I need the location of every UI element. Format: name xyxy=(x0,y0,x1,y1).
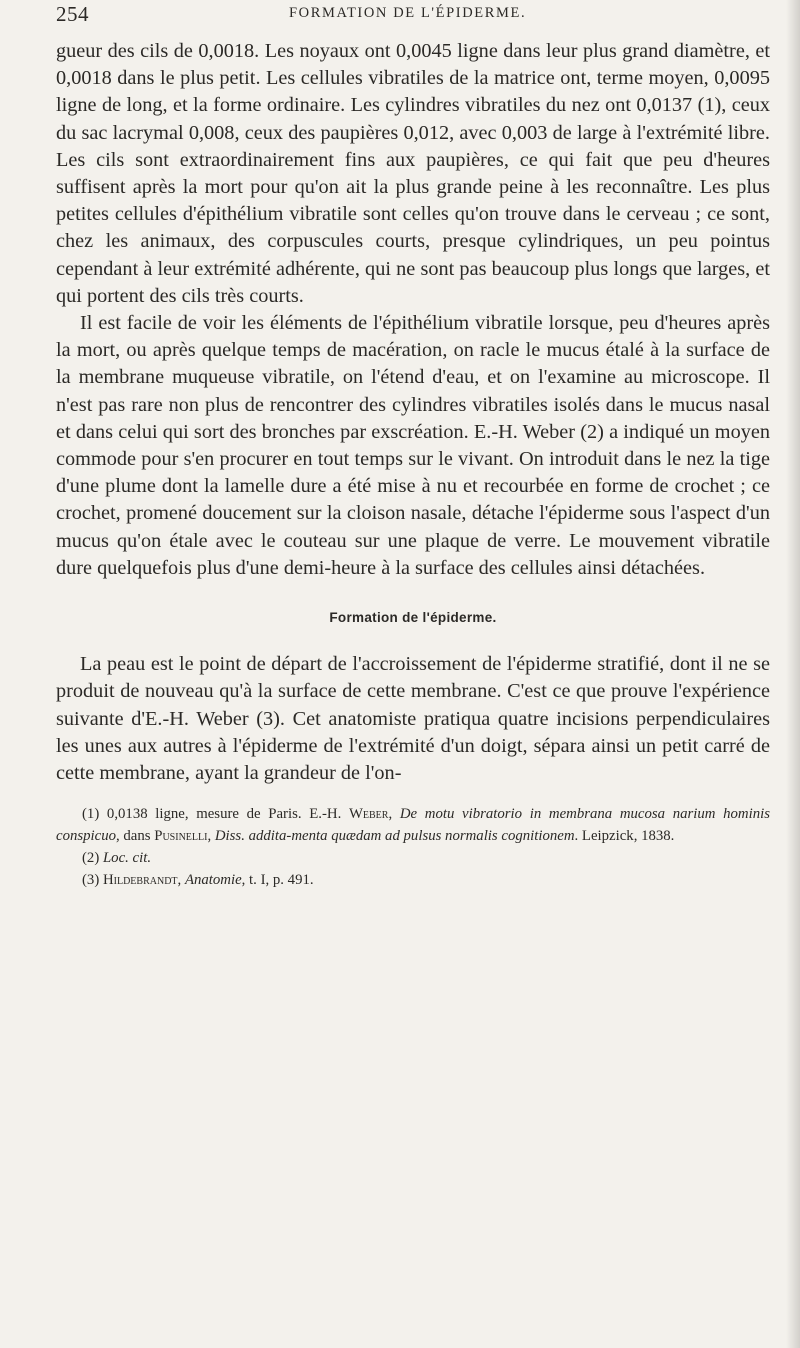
page-number: 254 xyxy=(56,2,89,26)
paragraph-epidermis-formation: La peau est le point de départ de l'accroissement de l'épiderme stratifié, dont il ne se produit de nouveau qu'à la surface de cette membrane. C'est ce que prouve l'expérience suivante d'E.-H. Weber (3). Cet anatomiste pratiqua quatre incisions perpendiculaires les unes aux autres à l'épiderme de l'extrémité d'un doigt, sépara ainsi un petit carré de cette membrane, ayant la grandeur de l'on- xyxy=(56,653,770,785)
page-header xyxy=(56,0,770,38)
footnote-work-title: Diss. addita-menta quædam ad pulsus normalis cognitionem xyxy=(214,828,575,845)
footnote-work-title: De motu vibratorio in membrana mucosa narium hominis conspicuo xyxy=(56,806,770,845)
footnote-author: Weber xyxy=(348,806,389,823)
footnote-work-title: Anatomie xyxy=(184,872,242,889)
footnote-author: Hildebrandt xyxy=(102,872,178,889)
section-title: Formation de l'épiderme. xyxy=(329,610,497,626)
running-title: FORMATION DE L'ÉPIDERME. xyxy=(289,5,527,21)
footnote-author: Pusinelli xyxy=(154,828,208,845)
paragraph-continuation: gueur des cils de 0,0018. Les noyaux ont 0,0045 ligne dans leur plus grand diamètre, et 0,0018 dans le plus petit. Les cellules vibratiles de la matrice ont, terme moyen, 0,0095 ligne de long, et la forme ordinaire. Les cylindres vibratiles du nez ont 0,0137 (1), ceux du sac lacrymal 0,008, ceux des paupières 0,012, avec 0,003 de large à l'extrémité libre. Les cils sont extraordinairement fins aux paupières, ce qui fait que peu d'heures suffisent après la mort pour qu'on ait la plus grande peine à les reconnaître. Les plus petites cellules d'épithélium vibratile sont celles qu'on trouve dans le cerveau ; ce sont, chez les animaux, des corpuscules courts, presque cylindriques, un peu pointus cependant à leur extrémité adhérente, qui ne sont pas beaucoup plus longs que larges, et qui portent des cils très courts. xyxy=(56,40,770,307)
page-edge-shadow xyxy=(786,0,800,1348)
footnotes xyxy=(56,803,770,891)
footnote-work-title: Loc. cit. xyxy=(102,850,152,867)
paragraph-vibratile-epithelium: Il est facile de voir les éléments de l'épithélium vibratile lorsque, peu d'heures après la mort, ou après quelque temps de macération, on racle le mucus étalé à la surface de la membrane muqueuse vibratile, on l'étend d'eau, et on l'examine au microscope. Il n'est pas rare non plus de rencontrer des cylindres vibratiles isolés dans le mucus nasal et dans celui qui sort des bronches par exscréation. E.-H. Weber (2) a indiqué un moyen commode pour s'en procurer en tout temps sur le vivant. On introduit dans le nez la tige d'une plume dont la lamelle dure a été mise à nu et recourbée en forme de crochet ; ce crochet, promené doucement sur la cloison nasale, détache l'épiderme sous l'aspect d'un mucus qu'on étale avec le couteau sur une plaque de verre. Le mouvement vibratile dure quelquefois plus d'une demi-heure à la surface des cellules ainsi détachées. xyxy=(56,312,770,579)
footnote-3: (3) Hildebrandt, Anatomie, t. I, p. 491. xyxy=(82,872,314,889)
body-text xyxy=(56,38,770,787)
footnote-1: (1) 0,0138 ligne, mesure de Paris. E.-H. Weber, De motu vibratorio in membrana mucosa narium hominis conspicuo, dans Pusinelli, Diss. addita-menta quædam ad pulsus normalis cognitionem. Leipzick, 1838. xyxy=(56,806,770,845)
footnote-2: (2) Loc. cit. xyxy=(82,850,152,867)
